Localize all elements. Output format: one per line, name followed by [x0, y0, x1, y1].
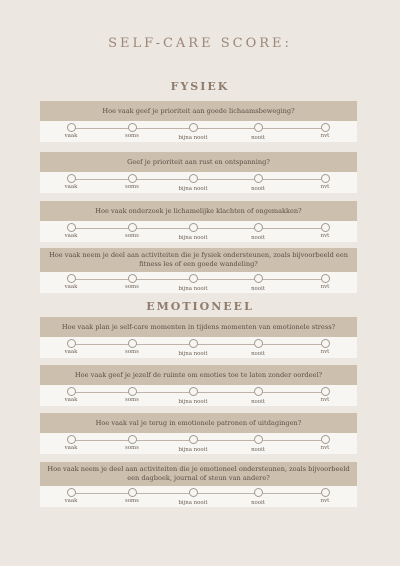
rating-option-label: vaak	[64, 233, 78, 239]
question-card	[40, 462, 357, 507]
radio-circle-icon[interactable]	[254, 223, 263, 232]
rating-option[interactable]	[305, 435, 345, 451]
rating-option-label: nvt	[320, 133, 330, 139]
radio-circle-icon[interactable]	[189, 223, 198, 232]
radio-circle-icon[interactable]	[321, 488, 330, 497]
radio-circle-icon[interactable]	[128, 123, 137, 132]
rating-option[interactable]	[112, 387, 152, 403]
rating-option-label: bijna nooit	[178, 135, 208, 141]
rating-scale	[40, 272, 357, 293]
rating-option-label: bijna nooit	[178, 286, 208, 292]
rating-option-label: bijna nooit	[178, 500, 208, 506]
rating-option[interactable]	[112, 274, 152, 290]
radio-circle-icon[interactable]	[189, 435, 198, 444]
radio-circle-icon[interactable]	[128, 488, 137, 497]
rating-option[interactable]	[51, 174, 91, 190]
rating-option[interactable]	[112, 488, 152, 504]
rating-option[interactable]	[51, 488, 91, 504]
rating-option[interactable]	[112, 174, 152, 190]
rating-option-label: soms	[125, 233, 139, 239]
radio-circle-icon[interactable]	[189, 123, 198, 132]
rating-option[interactable]	[51, 387, 91, 403]
radio-circle-icon[interactable]	[321, 339, 330, 348]
rating-option[interactable]	[238, 339, 278, 357]
rating-option-label: soms	[125, 184, 139, 190]
rating-scale	[40, 486, 357, 507]
rating-scale	[40, 121, 357, 142]
radio-circle-icon[interactable]	[321, 123, 330, 132]
radio-circle-icon[interactable]	[128, 223, 137, 232]
rating-option-label: nooit	[251, 286, 265, 292]
rating-option-label: nvt	[320, 284, 330, 290]
rating-option-label: vaak	[64, 498, 78, 504]
rating-option-label: nooit	[251, 399, 265, 405]
rating-option-label: vaak	[64, 133, 78, 139]
radio-circle-icon[interactable]	[254, 488, 263, 497]
rating-option-label: nvt	[320, 445, 330, 451]
radio-circle-icon[interactable]	[321, 174, 330, 183]
question-card	[40, 201, 357, 242]
question-card	[40, 152, 357, 193]
rating-option-label: soms	[125, 397, 139, 403]
radio-circle-icon[interactable]	[128, 174, 137, 183]
rating-option-label: soms	[125, 498, 139, 504]
question-text: Geef je prioriteit aan rust en ontspanning?	[40, 152, 357, 172]
radio-circle-icon[interactable]	[189, 339, 198, 348]
question-text: Hoe vaak onderzoek je lichamelijke klachten of ongemakken?	[40, 201, 357, 221]
radio-circle-icon[interactable]	[321, 435, 330, 444]
rating-option[interactable]	[112, 435, 152, 451]
rating-option[interactable]	[173, 123, 213, 141]
rating-option[interactable]	[173, 223, 213, 241]
rating-scale	[40, 172, 357, 193]
question-card	[40, 365, 357, 406]
rating-option[interactable]	[305, 387, 345, 403]
page-title: SELF-CARE SCORE:	[108, 36, 292, 51]
question-text: Hoe vaak neem je deel aan activiteiten die je emotioneel ondersteunen, zoals bijvoorbeeld een dagboek, journal of steun van andere?	[40, 462, 357, 486]
rating-option-label: nooit	[251, 351, 265, 357]
rating-option-label: vaak	[64, 445, 78, 451]
radio-circle-icon[interactable]	[321, 274, 330, 283]
radio-circle-icon[interactable]	[321, 387, 330, 396]
rating-option[interactable]	[173, 339, 213, 357]
question-card	[40, 248, 357, 293]
rating-option[interactable]	[173, 387, 213, 405]
rating-option-label: nooit	[251, 135, 265, 141]
section-title-fysiek: FYSIEK	[170, 80, 230, 93]
rating-option-label: nvt	[320, 397, 330, 403]
radio-circle-icon[interactable]	[67, 274, 76, 283]
rating-option-label: soms	[125, 133, 139, 139]
question-card	[40, 317, 357, 358]
rating-option-label: soms	[125, 349, 139, 355]
rating-option[interactable]	[112, 339, 152, 355]
rating-option-label: nooit	[251, 500, 265, 506]
radio-circle-icon[interactable]	[128, 339, 137, 348]
radio-circle-icon[interactable]	[67, 339, 76, 348]
rating-option-label: soms	[125, 445, 139, 451]
rating-option-label: bijna nooit	[178, 351, 208, 357]
rating-option[interactable]	[305, 223, 345, 239]
rating-option-label: bijna nooit	[178, 235, 208, 241]
rating-option-label: vaak	[64, 184, 78, 190]
radio-circle-icon[interactable]	[189, 387, 198, 396]
rating-option[interactable]	[51, 339, 91, 355]
question-text: Hoe vaak val je terug in emotionele patronen of uitdagingen?	[40, 413, 357, 433]
rating-option-label: nvt	[320, 498, 330, 504]
rating-option[interactable]	[238, 274, 278, 292]
radio-circle-icon[interactable]	[67, 435, 76, 444]
radio-circle-icon[interactable]	[67, 488, 76, 497]
radio-circle-icon[interactable]	[189, 488, 198, 497]
radio-circle-icon[interactable]	[254, 435, 263, 444]
rating-option[interactable]	[305, 339, 345, 355]
rating-option[interactable]	[238, 123, 278, 141]
rating-option[interactable]	[51, 123, 91, 139]
rating-option[interactable]	[51, 223, 91, 239]
rating-option-label: bijna nooit	[178, 186, 208, 192]
radio-circle-icon[interactable]	[128, 387, 137, 396]
rating-option[interactable]	[238, 223, 278, 241]
question-card	[40, 413, 357, 454]
radio-circle-icon[interactable]	[67, 174, 76, 183]
radio-circle-icon[interactable]	[189, 274, 198, 283]
rating-option[interactable]	[173, 488, 213, 506]
rating-option[interactable]	[305, 174, 345, 190]
rating-option[interactable]	[112, 223, 152, 239]
section-title-emotioneel: EMOTIONEEL	[146, 300, 254, 313]
radio-circle-icon[interactable]	[189, 174, 198, 183]
rating-option-label: nvt	[320, 233, 330, 239]
rating-option[interactable]	[305, 123, 345, 139]
radio-circle-icon[interactable]	[254, 123, 263, 132]
radio-circle-icon[interactable]	[254, 339, 263, 348]
question-text: Hoe vaak geef je jezelf de ruimte om emoties toe te laten zonder oordeel?	[40, 365, 357, 385]
rating-option[interactable]	[238, 435, 278, 453]
rating-option-label: vaak	[64, 284, 78, 290]
rating-option[interactable]	[238, 488, 278, 506]
rating-option-label: nvt	[320, 184, 330, 190]
radio-circle-icon[interactable]	[67, 223, 76, 232]
rating-option[interactable]	[305, 488, 345, 504]
rating-option[interactable]	[112, 123, 152, 139]
rating-option[interactable]	[173, 174, 213, 192]
rating-option-label: soms	[125, 284, 139, 290]
rating-option[interactable]	[238, 174, 278, 192]
rating-option-label: nooit	[251, 447, 265, 453]
rating-option-label: nooit	[251, 235, 265, 241]
radio-circle-icon[interactable]	[128, 435, 137, 444]
radio-circle-icon[interactable]	[128, 274, 137, 283]
rating-option-label: vaak	[64, 349, 78, 355]
question-text: Hoe vaak plan je self-care momenten in tijdens momenten van emotionele stress?	[40, 317, 357, 337]
rating-option-label: bijna nooit	[178, 399, 208, 405]
rating-option[interactable]	[51, 274, 91, 290]
rating-option[interactable]	[173, 435, 213, 453]
rating-scale	[40, 337, 357, 358]
question-card	[40, 101, 357, 142]
radio-circle-icon[interactable]	[254, 387, 263, 396]
rating-option[interactable]	[173, 274, 213, 292]
rating-option-label: vaak	[64, 397, 78, 403]
rating-option-label: nooit	[251, 186, 265, 192]
radio-circle-icon[interactable]	[67, 123, 76, 132]
rating-option[interactable]	[238, 387, 278, 405]
question-text: Hoe vaak geef je prioriteit aan goede lichaamsbeweging?	[40, 101, 357, 121]
rating-scale	[40, 433, 357, 454]
radio-circle-icon[interactable]	[321, 223, 330, 232]
radio-circle-icon[interactable]	[254, 174, 263, 183]
rating-scale	[40, 221, 357, 242]
rating-option[interactable]	[305, 274, 345, 290]
radio-circle-icon[interactable]	[254, 274, 263, 283]
rating-option-label: bijna nooit	[178, 447, 208, 453]
rating-option-label: nvt	[320, 349, 330, 355]
rating-scale	[40, 385, 357, 406]
radio-circle-icon[interactable]	[67, 387, 76, 396]
question-text: Hoe vaak neem je deel aan activiteiten die je fysiek ondersteunen, zoals bijvoorbeeld een fitness les of een goede wandeling?	[40, 248, 357, 272]
rating-option[interactable]	[51, 435, 91, 451]
